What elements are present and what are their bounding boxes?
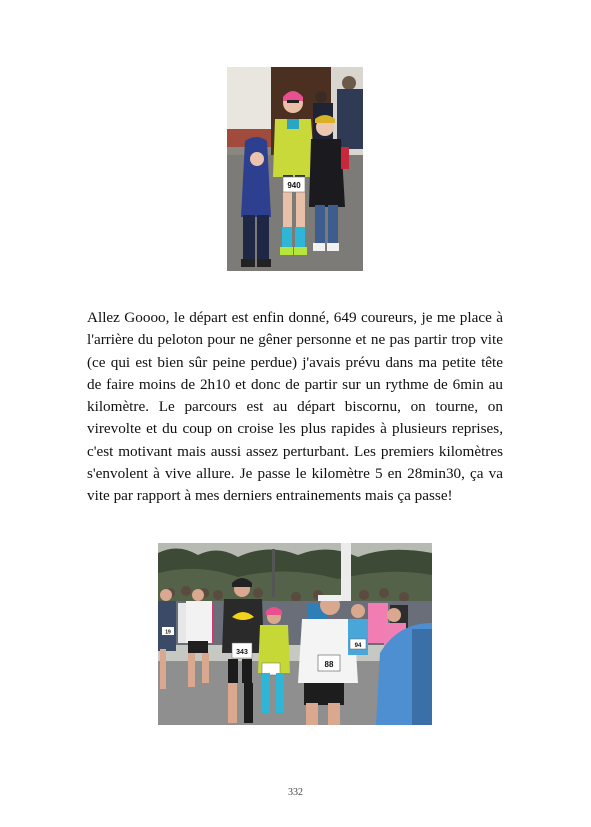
page-number: 332	[288, 787, 303, 798]
bottom-bib-4: 19	[165, 629, 171, 636]
photo-family-at-start	[227, 67, 363, 271]
top-bib-number: 940	[287, 181, 301, 190]
article-paragraph: Allez Goooo, le départ est enfin donné, 649 coureurs, je me place à l'arrière du peloton pour ne gêner personne et ne pas partir trop vite (ce qui est bien sûr peine perdue) j'avais prévu dans ma petite tête de faire moins de 2h10 et donc de partir sur un rythme de 6min au kilomètre. Le parcours est au départ biscornu, on tourne, on virevolte et du coup on croise les plus rapides à plusieurs reprises, c'est motivant mais aussi assez perturbant. Les premiers kilomètres s'envolent à vive allure. Je passe le kilomètre 5 en 28min30, ça va vite par rapport à mes derniers entrainements mais ça passe!	[87, 309, 503, 505]
bottom-bib-2: 88	[324, 660, 334, 669]
photo-runners-start	[158, 543, 432, 725]
bottom-bib-1: 343	[236, 649, 248, 656]
bottom-bib-3: 94	[354, 643, 362, 649]
